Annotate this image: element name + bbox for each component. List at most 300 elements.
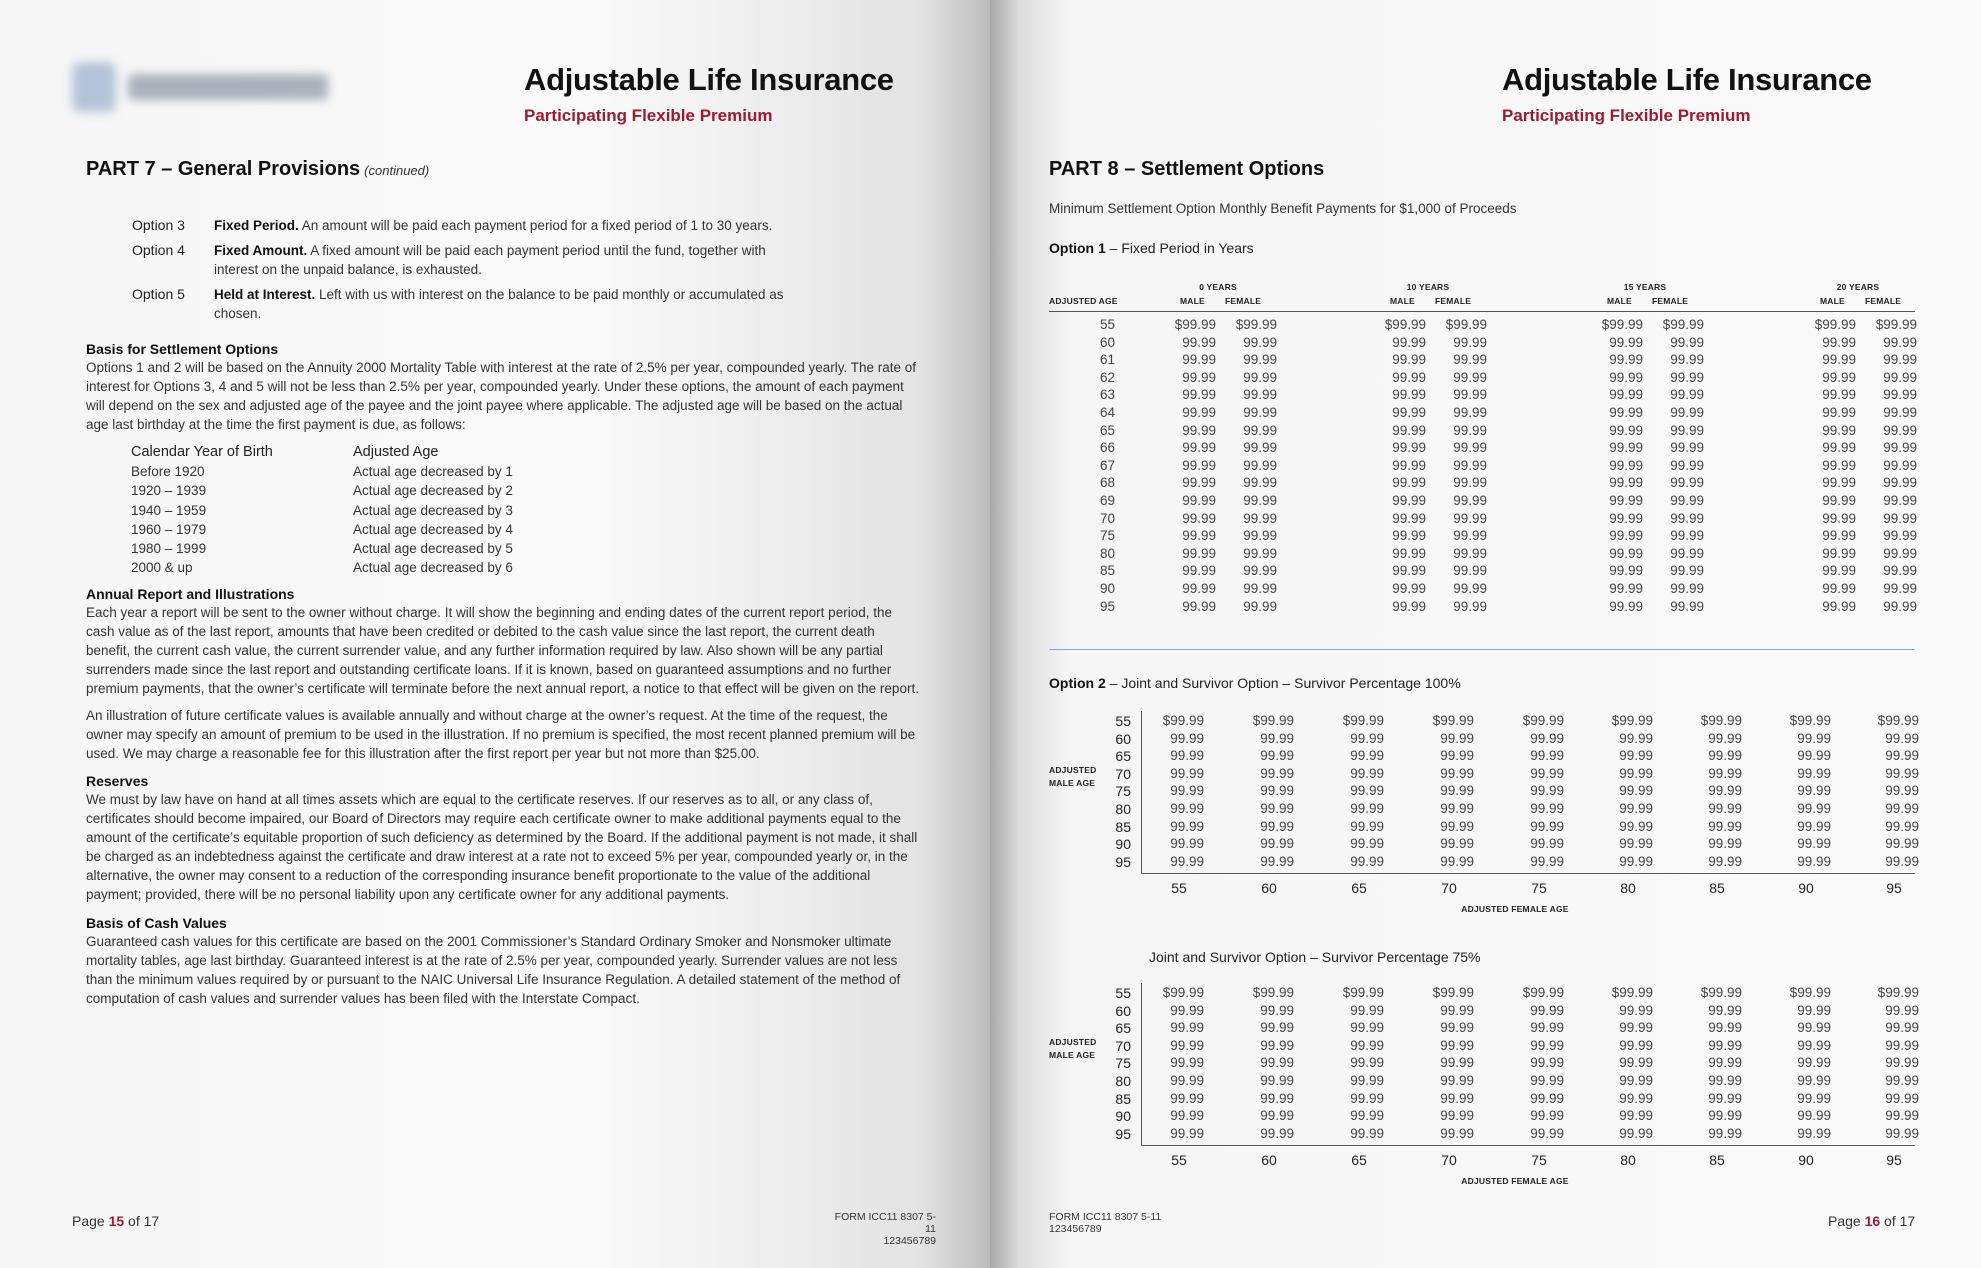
part-title [86,158,429,181]
section-heading: Reserves [86,773,149,789]
section-separator [1049,649,1915,650]
female-age-cell: 95 [1886,1152,1902,1169]
benefit-cell-male: 99.99 [1609,581,1643,596]
benefit-cell-female: 99.99 [1670,493,1704,508]
survivor-benefit-cell: 99.99 [1797,1073,1831,1088]
survivor-benefit-cell: 99.99 [1708,1108,1742,1124]
female-age-axis-label: ADJUSTED FEMALE AGE [1461,1176,1569,1187]
benefit-cell-male: 99.99 [1822,422,1856,438]
male-age-cell: 85 [1115,1090,1131,1107]
option-text [214,285,812,323]
benefit-cell-female: 99.99 [1883,369,1917,385]
table-row [131,539,513,558]
benefit-cell-male: 99.99 [1822,563,1856,579]
female-age-cell: 65 [1351,880,1367,897]
benefit-cell-female: 99.99 [1453,334,1487,350]
survivor-benefit-cell: 99.99 [1619,1037,1653,1053]
table-row [131,558,513,577]
page-prefix: Page [1828,1213,1865,1229]
survivor-benefit-cell: 99.99 [1619,1125,1653,1141]
survivor-benefit-cell: 99.99 [1530,836,1564,852]
option-desc: Left with us with interest on the balance to be paid monthly or accumulated as chosen. [214,287,784,321]
survivor-benefit-cell: 99.99 [1260,801,1294,816]
annual-report-section [86,585,921,769]
survivor-benefit-cell: 99.99 [1530,1125,1564,1141]
table-row [131,520,513,539]
male-age-label-line2: MALE AGE [1049,778,1096,788]
benefit-cell-female: 99.99 [1670,510,1704,526]
benefit-cell-male: 99.99 [1182,334,1216,350]
benefit-cell-male: 99.99 [1182,493,1216,508]
male-age-cell: 70 [1115,765,1131,782]
benefit-cell-male: 99.99 [1392,563,1426,579]
option-term: Held at Interest. [214,287,316,302]
survivor-benefit-cell: 99.99 [1797,1108,1831,1124]
benefit-cell-female: 99.99 [1883,493,1917,508]
section-heading: Basis for Settlement Options [86,341,279,357]
survivor-benefit-cell: 99.99 [1619,818,1653,834]
benefit-cell-female: 99.99 [1243,493,1277,508]
survivor-benefit-cell: 99.99 [1885,836,1919,852]
survivor-benefit-cell: 99.99 [1797,818,1831,834]
survivor-benefit-cell: 99.99 [1440,730,1474,746]
benefit-cell-female: 99.99 [1453,457,1487,473]
benefit-cell-female: 99.99 [1883,545,1917,561]
survivor-benefit-cell: 99.99 [1170,1037,1204,1053]
age-cell: 95 [1099,598,1115,614]
form-number: 123456789 [883,1235,936,1247]
age-cell: 63 [1099,387,1115,403]
option-label: Option 3 [132,217,185,233]
benefit-cell-female: 99.99 [1883,334,1917,350]
survivor-benefit-cell: 99.99 [1350,1055,1384,1071]
survivor-benefit-cell: 99.99 [1440,818,1474,834]
survivor-benefit-cell: 99.99 [1797,765,1831,781]
benefit-cell-male: 99.99 [1822,387,1856,403]
company-logo [72,62,332,112]
benefit-cell-male: 99.99 [1609,334,1643,350]
part-title-text: PART 7 – General Provisions [86,158,361,180]
male-age-cell: 65 [1115,748,1131,765]
survivor-benefit-cell: 99.99 [1885,801,1919,816]
option-desc: An amount will be paid each payment period for a fixed period of 1 to 30 years. [298,218,773,233]
survivor-benefit-cell: 99.99 [1170,1073,1204,1088]
survivor-benefit-cell: 99.99 [1530,730,1564,746]
survivor-benefit-cell: $99.99 [1432,713,1474,728]
survivor-benefit-cell: 99.99 [1619,748,1653,764]
benefit-cell-female: 99.99 [1883,440,1917,456]
survivor-benefit-cell: 99.99 [1530,853,1564,869]
survivor-benefit-cell: 99.99 [1708,801,1742,816]
benefit-cell-female: 99.99 [1243,387,1277,403]
page-current: 15 [108,1213,125,1229]
survivor-benefit-cell: 99.99 [1619,730,1653,746]
benefit-cell-male: 99.99 [1392,493,1426,508]
benefit-cell-male: 99.99 [1182,545,1216,561]
survivor-benefit-cell: 99.99 [1708,836,1742,852]
male-age-cell: 75 [1115,783,1131,800]
option-label: Option 4 [132,242,185,258]
female-age-cell: 85 [1709,1152,1725,1169]
age-cell: 64 [1099,405,1115,420]
survivor-benefit-cell: 99.99 [1619,1090,1653,1106]
survivor-benefit-cell: 99.99 [1350,1037,1384,1053]
survivor-benefit-cell: 99.99 [1708,1002,1742,1018]
benefit-cell-female: 99.99 [1243,422,1277,438]
survivor-benefit-cell: 99.99 [1530,1020,1564,1036]
benefit-cell-female: 99.99 [1243,528,1277,544]
option-text [214,241,804,279]
survivor-benefit-cell: 99.99 [1885,853,1919,869]
benefit-cell-female: 99.99 [1670,563,1704,579]
survivor-benefit-cell: 99.99 [1350,836,1384,852]
col-header-year: Calendar Year of Birth [131,444,273,460]
benefit-cell-female: 99.99 [1453,422,1487,438]
adjusted-age-cell: Actual age decreased by 2 [353,483,513,499]
survivor-benefit-cell: 99.99 [1260,1020,1294,1036]
survivor-benefit-cell: 99.99 [1885,1125,1919,1141]
survivor-benefit-cell: 99.99 [1619,853,1653,869]
survivor-benefit-cell: 99.99 [1797,1002,1831,1018]
survivor-benefit-cell: $99.99 [1611,985,1653,1000]
benefit-cell-male: 99.99 [1182,352,1216,368]
benefit-cell-female: 99.99 [1243,334,1277,350]
doc-title: Adjustable Life Insurance [1502,62,1872,97]
survivor-benefit-cell: 99.99 [1619,765,1653,781]
benefit-cell-male: 99.99 [1609,475,1643,491]
survivor-benefit-cell: 99.99 [1797,801,1831,816]
survivor-benefit-cell: $99.99 [1522,985,1564,1000]
female-age-cell: 55 [1171,1152,1187,1169]
survivor-benefit-cell: 99.99 [1170,783,1204,799]
female-col-header: FEMALE [1435,296,1472,306]
table-header [131,443,513,462]
page-right [990,0,1981,1268]
survivor-benefit-cell: 99.99 [1708,1020,1742,1036]
benefit-cell-female: 99.99 [1670,369,1704,385]
survivor-benefit-cell: 99.99 [1797,853,1831,869]
age-cell: 67 [1099,457,1115,473]
benefit-cell-female: 99.99 [1453,440,1487,456]
benefit-cell-male: 99.99 [1822,405,1856,420]
benefit-cell-male: 99.99 [1609,405,1643,420]
benefit-cell-male: $99.99 [1174,317,1216,332]
table-row [131,501,513,520]
male-age-cell: 75 [1115,1055,1131,1072]
survivor-benefit-cell: $99.99 [1700,985,1742,1000]
benefit-cell-female: 99.99 [1453,528,1487,544]
benefit-cell-female: 99.99 [1670,528,1704,544]
age-cell: 62 [1099,369,1115,385]
survivor-benefit-cell: 99.99 [1170,1108,1204,1124]
section-text: Guaranteed cash values for this certificate are based on the 2001 Commissioner’s Standard Ordinary Smoker and Nonsmoker ultimate mortality tables, age last birthday. Guaranteed interest is at the rate of 2.5% per year, compounded yearly. Surrender values are not less than the minimum values required by or pursuant to the NAIC Universal Life Insurance Regulation. A detailed statement of the method of computation of cash values and surrender values has been filed with the Interstate Compact. [86,934,901,1006]
section-heading: Basis of Cash Values [86,915,227,931]
survivor-benefit-cell: $99.99 [1789,985,1831,1000]
male-age-cell: 95 [1115,853,1131,870]
benefit-cell-female: 99.99 [1243,352,1277,368]
benefit-cell-male: 99.99 [1182,422,1216,438]
survivor-benefit-cell: $99.99 [1611,713,1653,728]
benefit-cell-female: 99.99 [1670,598,1704,614]
survivor-benefit-cell: 99.99 [1797,730,1831,746]
survivor-benefit-cell: 99.99 [1350,1020,1384,1036]
female-age-cell: 90 [1798,1152,1814,1169]
section-text: We must by law have on hand at all times assets which are equal to the certificate reserves. If our reserves as to all, or any class of, certificates should become impaired, our Board of Directors may require each certificate owner to make additional payments equal to the amount of the certificate’s equitable proportion of such deficiency as determined by the Board. If the additional payment is not made, it shall be charged as an indebtedness against the certificate and draw interest at a rate not to exceed 5% per year, compounded yearly or, in the alternative, the owner may consent to a reduction of the corresponding insurance benefit proportionate to the value of the additional payment; provided, there will be no personal liability upon any certificate owner for any additional payments. [86,792,918,902]
male-age-cell: 65 [1115,1020,1131,1037]
male-age-cell: 60 [1115,730,1131,747]
benefit-cell-female: 99.99 [1883,352,1917,368]
age-cell: 68 [1099,475,1115,491]
survivor-benefit-cell: 99.99 [1260,1125,1294,1141]
survivor-benefit-cell: 99.99 [1260,765,1294,781]
benefit-cell-male: 99.99 [1392,440,1426,456]
benefit-cell-female: $99.99 [1235,317,1277,332]
survivor-benefit-cell: 99.99 [1260,1055,1294,1071]
age-cell: 66 [1099,440,1115,456]
survivor-benefit-cell: 99.99 [1797,1037,1831,1053]
survivor-benefit-cell: 99.99 [1708,730,1742,746]
survivor-benefit-cell: 99.99 [1530,1108,1564,1124]
survivor-benefit-cell: 99.99 [1530,1090,1564,1106]
benefit-cell-male: 99.99 [1609,440,1643,456]
benefit-cell-male: 99.99 [1822,369,1856,385]
benefit-cell-male: 99.99 [1392,369,1426,385]
benefit-cell-male: 99.99 [1392,457,1426,473]
survivor-benefit-cell: 99.99 [1170,748,1204,764]
survivor-benefit-cell: 99.99 [1708,765,1742,781]
benefit-cell-female: 99.99 [1670,475,1704,491]
y-axis-line [1141,983,1142,1145]
benefit-cell-female: 99.99 [1883,598,1917,614]
benefit-cell-female: 99.99 [1670,581,1704,596]
survivor-benefit-cell: 99.99 [1530,748,1564,764]
adjusted-age-table [131,443,513,577]
female-age-cell: 70 [1441,1152,1457,1169]
survivor-benefit-cell: 99.99 [1440,1090,1474,1106]
table-body [131,462,513,577]
period-group-header: 0 YEARS [1199,282,1237,292]
benefit-cell-male: 99.99 [1182,528,1216,544]
male-age-cell: 85 [1115,818,1131,835]
survivor-benefit-cell: $99.99 [1432,985,1474,1000]
benefit-cell-female: 99.99 [1453,369,1487,385]
female-col-header: FEMALE [1225,296,1262,306]
benefit-cell-female: 99.99 [1243,563,1277,579]
male-age-cell: 80 [1115,801,1131,817]
female-age-cell: 60 [1261,1152,1277,1169]
female-age-cell: 75 [1531,1152,1547,1169]
survivor-benefit-cell: 99.99 [1260,730,1294,746]
survivor-benefit-cell: $99.99 [1342,985,1384,1000]
benefit-cell-male: 99.99 [1182,440,1216,456]
section-text: An illustration of future certificate values is available annually and without charge at the owner’s request. At the time of the request, the owner may specify an amount of premium to be used in the illustration. If no premium is specified, the most recent planned premium will be used. We may charge a reasonable fee for this illustration after the first report per year but not more than $25.00. [86,708,916,761]
survivor-benefit-cell: 99.99 [1619,801,1653,816]
option-2-75-heading: Joint and Survivor Option – Survivor Percentage 75% [1149,949,1481,965]
benefit-cell-female: 99.99 [1453,405,1487,420]
male-col-header: MALE [1390,296,1415,306]
survivor-benefit-cell: 99.99 [1170,1055,1204,1071]
benefit-cell-male: 99.99 [1392,510,1426,526]
benefit-cell-female: 99.99 [1883,387,1917,403]
benefit-cell-female: 99.99 [1883,422,1917,438]
survivor-benefit-cell: 99.99 [1885,1073,1919,1088]
birth-year-cell: 1960 – 1979 [131,521,207,537]
age-cell: 65 [1099,422,1115,438]
benefit-cell-female: $99.99 [1875,317,1917,332]
survivor-benefit-cell: 99.99 [1170,730,1204,746]
survivor-benefit-cell: 99.99 [1260,783,1294,799]
benefit-cell-male: 99.99 [1182,369,1216,385]
option-desc: A fixed amount will be paid each payment period until the fund, together with interest on the unpaid balance, is exhausted. [214,243,766,277]
benefit-cell-female: 99.99 [1670,545,1704,561]
age-cell: 69 [1099,493,1115,508]
cash-values-section [86,914,921,1014]
option-4-row [132,241,812,279]
benefit-cell-male: 99.99 [1822,510,1856,526]
benefit-cell-female: 99.99 [1883,475,1917,491]
benefit-cell-female: 99.99 [1243,510,1277,526]
survivor-benefit-cell: $99.99 [1252,713,1294,728]
survivor-benefit-cell: 99.99 [1350,1108,1384,1124]
adjusted-age-cell: Actual age decreased by 1 [353,464,513,480]
survivor-benefit-cell: 99.99 [1797,836,1831,852]
benefit-cell-female: 99.99 [1453,475,1487,491]
option-label: Option 5 [132,286,185,302]
male-age-cell: 70 [1115,1037,1131,1054]
benefit-cell-female: 99.99 [1883,405,1917,420]
survivor-benefit-cell: 99.99 [1708,748,1742,764]
benefit-cell-male: 99.99 [1822,440,1856,456]
survivor-benefit-cell: 99.99 [1170,801,1204,816]
survivor-benefit-cell: 99.99 [1885,748,1919,764]
survivor-benefit-cell: 99.99 [1797,1125,1831,1141]
survivor-benefit-cell: 99.99 [1885,1020,1919,1036]
age-cell: 85 [1099,563,1115,579]
adjusted-age-cell: Actual age decreased by 3 [353,502,513,518]
female-age-cell: 95 [1886,880,1902,897]
survivor-benefit-cell: 99.99 [1885,818,1919,834]
birth-year-cell: 2000 & up [131,560,193,576]
option-2-heading [1049,674,1461,693]
x-axis-line [1141,873,1915,874]
benefit-cell-male: 99.99 [1609,563,1643,579]
survivor-benefit-cell: $99.99 [1877,985,1919,1000]
survivor-benefit-cell: 99.99 [1885,1108,1919,1124]
benefit-cell-male: 99.99 [1609,510,1643,526]
page-left [0,0,990,1268]
survivor-benefit-cell: 99.99 [1440,1073,1474,1088]
benefit-cell-female: 99.99 [1243,545,1277,561]
survivor-benefit-cell: 99.99 [1350,765,1384,781]
female-col-header: FEMALE [1865,296,1902,306]
doc-subtitle: Participating Flexible Premium [524,106,773,125]
part-title: PART 8 – Settlement Options [1049,158,1325,180]
survivor-benefit-cell: $99.99 [1700,713,1742,728]
survivor-benefit-cell: $99.99 [1162,713,1204,728]
option-bold: Option 1 [1049,240,1106,256]
survivor-benefit-cell: 99.99 [1530,1037,1564,1053]
header-rule [1049,311,1915,312]
survivor-benefit-cell: 99.99 [1530,1055,1564,1071]
survivor-benefit-cell: 99.99 [1350,748,1384,764]
option-5-row [132,285,812,323]
female-age-cell: 70 [1441,880,1457,897]
birth-year-cell: 1920 – 1939 [131,483,207,499]
benefit-cell-female: 99.99 [1453,510,1487,526]
survivor-benefit-cell: 99.99 [1260,1037,1294,1053]
survivor-benefit-cell: 99.99 [1350,818,1384,834]
benefit-cell-male: 99.99 [1392,405,1426,420]
period-group-header: 10 YEARS [1406,282,1450,292]
benefit-cell-male: 99.99 [1182,598,1216,614]
adjusted-age-cell: Actual age decreased by 6 [353,560,513,576]
benefit-cell-male: 99.99 [1609,387,1643,403]
survivor-benefit-cell: 99.99 [1350,1125,1384,1141]
survivor-benefit-cell: 99.99 [1619,1020,1653,1036]
survivor-benefit-cell: 99.99 [1170,1020,1204,1036]
female-age-cell: 75 [1531,880,1547,897]
benefit-cell-male: 99.99 [1392,475,1426,491]
survivor-benefit-cell: 99.99 [1708,1090,1742,1106]
benefit-cell-male: 99.99 [1182,405,1216,420]
age-cell: 61 [1099,352,1115,368]
female-age-cell: 60 [1261,880,1277,897]
options-list [132,216,812,329]
female-col-header: FEMALE [1652,296,1689,306]
survivor-benefit-cell: 99.99 [1440,853,1474,869]
benefit-cell-female: 99.99 [1883,581,1917,596]
benefit-cell-male: 99.99 [1392,334,1426,350]
survivor-benefit-cell: 99.99 [1170,836,1204,852]
male-age-axis-label [1049,764,1096,790]
benefit-cell-male: 99.99 [1182,510,1216,526]
survivor-benefit-cell: 99.99 [1170,1090,1204,1106]
benefit-cell-female: 99.99 [1670,387,1704,403]
benefit-cell-male: 99.99 [1822,475,1856,491]
survivor-benefit-cell: 99.99 [1619,1055,1653,1071]
survivor-benefit-cell: 99.99 [1708,1073,1742,1088]
male-age-cell: 55 [1115,985,1131,1001]
benefit-cell-female: 99.99 [1670,440,1704,456]
benefit-cell-female: 99.99 [1453,598,1487,614]
benefit-cell-female: 99.99 [1670,352,1704,368]
male-age-cell: 80 [1115,1073,1131,1089]
benefit-cell-female: 99.99 [1453,563,1487,579]
survivor-benefit-cell: 99.99 [1530,765,1564,781]
benefit-cell-male: 99.99 [1609,369,1643,385]
table-row [131,462,513,481]
option-bold: Option 2 [1049,675,1106,691]
survivor-benefit-cell: 99.99 [1708,818,1742,834]
survivor-benefit-cell: 99.99 [1350,1090,1384,1106]
survivor-benefit-cell: 99.99 [1350,1002,1384,1018]
benefit-cell-female: 99.99 [1883,457,1917,473]
section-text: Each year a report will be sent to the owner without charge. It will show the beginning and ending dates of the current report period, the cash value as of the last report, amounts that have been credited or debited to the cash value since the last report, the current death benefit, the current cash value, the current surrender value, and any further information required by law. Also shown will be any partial surrenders made since the last report and outstanding certificate loans. If it is known, based on guaranteed assumptions and no further premium payments, that the owner’s certificate will terminate before the next annual report, a notice to that effect will be given on the report. [86,605,919,696]
adjusted-age-cell: Actual age decreased by 5 [353,541,513,557]
male-age-label-line1: ADJUSTED [1049,1037,1097,1047]
benefit-cell-female: 99.99 [1883,510,1917,526]
survivor-benefit-cell: 99.99 [1440,748,1474,764]
survivor-benefit-cell: 99.99 [1440,836,1474,852]
benefit-cell-male: 99.99 [1822,545,1856,561]
benefit-cell-male: 99.99 [1392,528,1426,544]
y-axis-line [1141,711,1142,873]
female-age-cell: 55 [1171,880,1187,897]
benefit-cell-male: 99.99 [1392,422,1426,438]
survivor-benefit-cell: 99.99 [1797,1055,1831,1071]
survivor-benefit-cell: 99.99 [1440,1125,1474,1141]
survivor-benefit-cell: 99.99 [1885,730,1919,746]
